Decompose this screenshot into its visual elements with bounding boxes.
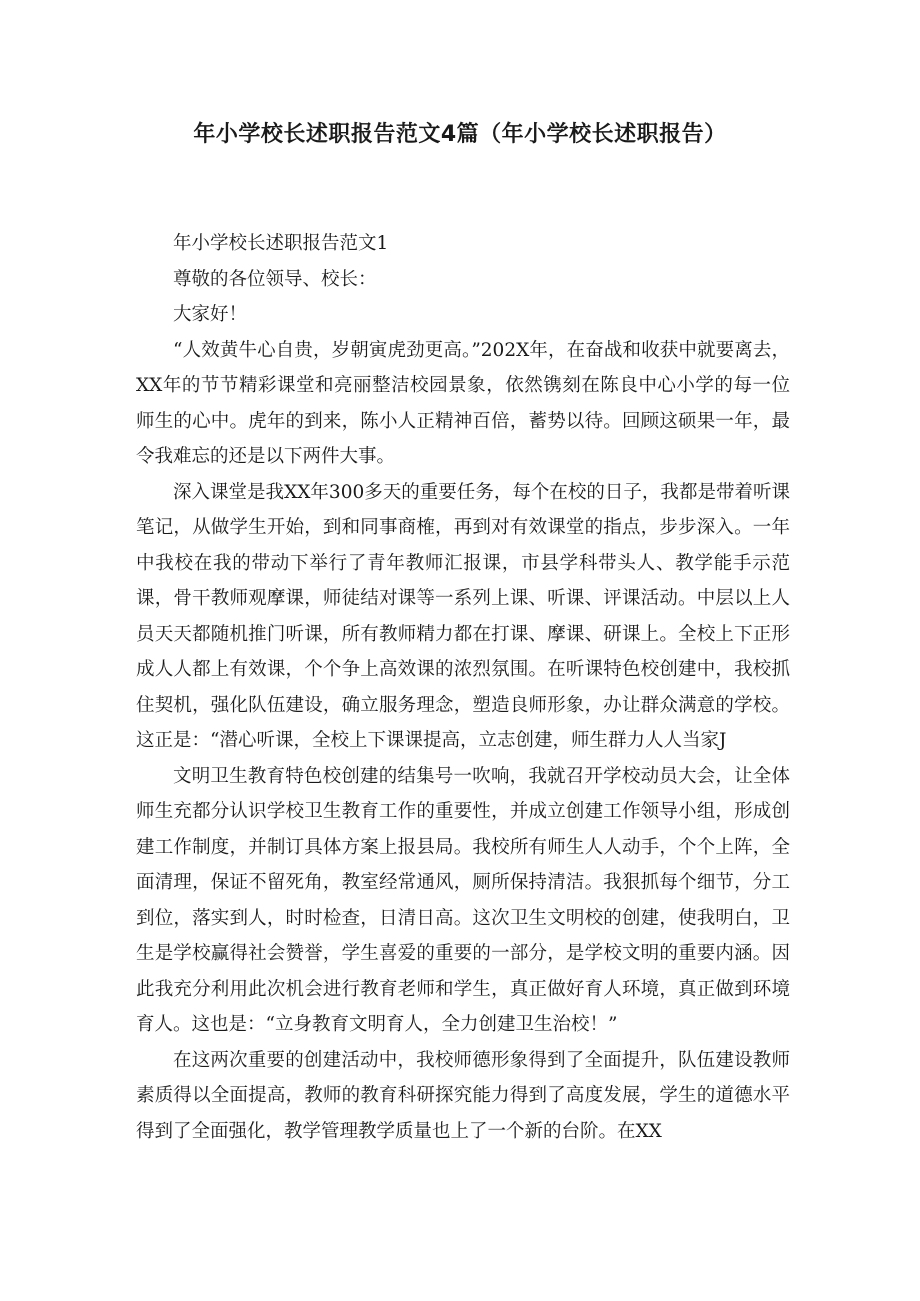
paragraph-1: “人效黄牛心自贵，岁朝寅虎劲更高。”202X年，在奋战和收获中就要离去，XX年的节节精彩课堂和亮丽整洁校园景象，依然镌刻在陈良中心小学的每一位师生的心中。虎年的到来，陈小人正精神百倍，蓄势以待。回顾这硕果一年，最令我难忘的还是以下两件大事。 (136, 339, 790, 467)
document-title: 年小学校长述职报告范文4篇（年小学校长述职报告） (193, 122, 727, 147)
paragraph-3: 文明卫生教育特色校创建的结集号一吹响，我就召开学校动员大会，让全体师生充都分认识学校卫生教育工作的重要性，并成立创建工作领导小组，形成创建工作制度，并制订具体方案上报县局。我校所有师生人人动手，个个上阵，全面清理，保证不留死角，教室经常通风，厕所保持清洁。我狠抓每个细节，分工到位，落实到人，时时检查，日清日高。这次卫生文明校的创建，使我明白，卫生是学校赢得社会赞誉，学生喜爱的重要的一部分，是学校文明的重要内涵。因此我充分利用此次机会进行教育老师和学生，真正做好育人环境，真正做到环境育人。这也是：“立身教育文明育人，全力创建卫生治校！” (136, 765, 790, 1035)
salutation: 尊敬的各位领导、校长： (173, 268, 377, 290)
document-body (136, 226, 790, 1149)
paragraph-4: 在这两次重要的创建活动中，我校师德形象得到了全面提升，队伍建设教师素质得以全面提高，教师的教育科研探究能力得到了高度发展，学生的道德水平得到了全面强化，教学管理教学质量也上了一个新的台阶。在XX (136, 1049, 790, 1142)
section-heading: 年小学校长述职报告范文1 (173, 233, 389, 254)
greeting: 大家好！ (173, 304, 248, 325)
paragraph-2: 深入课堂是我XX年300多天的重要任务，每个在校的日子，我都是带着听课笔记，从做学生开始，到和同事商榷，再到对有效课堂的指点，步步深入。一年中我校在我的带动下举行了青年教师汇报课，市县学科带头人、教学能手示范课，骨干教师观摩课，师徒结对课等一系列上课、听课、评课活动。中层以上人员天天都随机推门听课，所有教师精力都在打课、摩课、研课上。全校上下正形成人人都上有效课，个个争上高效课的浓烈氛围。在听课特色校创建中，我校抓住契机，强化队伍建设，确立服务理念，塑造良师形象，办让群众满意的学校。这正是：“潜心听课，全校上下课课提高，立志创建，师生群力人人当家J (136, 481, 790, 751)
